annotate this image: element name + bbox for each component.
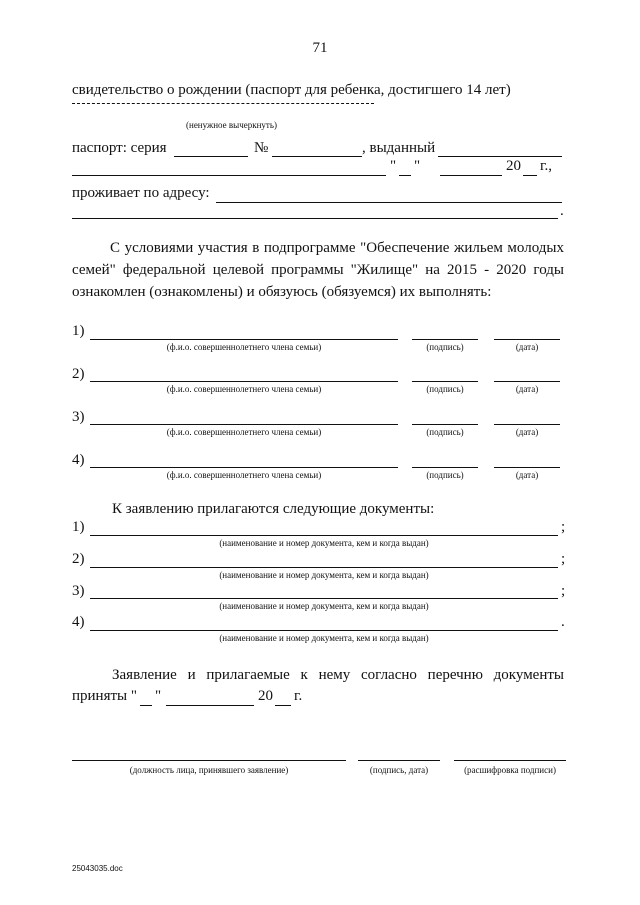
accepted-month-field[interactable]: [166, 705, 254, 706]
strike-out-note: (ненужное вычеркнуть): [186, 120, 277, 130]
conditions-paragraph: С условиями участия в подпрограмме "Обеспечение жильем молодых семей" федеральной целевой программы "Жилище" на 2015 - 2020 годы ознакомлен (ознакомлены) и обязуюсь (обязуемся) их выполнять:: [72, 240, 564, 300]
position-field[interactable]: [72, 760, 346, 761]
document-end: ;: [561, 583, 566, 599]
member-name-caption: (ф.и.о. совершеннолетнего члена семьи): [166, 384, 322, 394]
issue-month-field[interactable]: [440, 175, 502, 176]
document-caption: (наименование и номер документа, кем и когда выдан): [219, 538, 429, 548]
document-number: 1): [72, 519, 85, 535]
document-caption: (наименование и номер документа, кем и когда выдан): [219, 633, 429, 643]
issue-year-field[interactable]: [523, 175, 537, 176]
member-number: 1): [72, 323, 85, 339]
member-date-caption: (дата): [515, 384, 539, 394]
passport-series-field[interactable]: [174, 156, 248, 157]
decode-caption: (расшифровка подписи): [464, 765, 556, 775]
page-number: 71: [312, 40, 328, 56]
address-label: проживает по адресу:: [72, 185, 210, 201]
member-date-field[interactable]: [494, 424, 560, 425]
member-signature-field[interactable]: [412, 424, 478, 425]
member-date-field[interactable]: [494, 339, 560, 340]
member-date-caption: (дата): [515, 342, 539, 352]
member-name-caption: (ф.и.о. совершеннолетнего члена семьи): [166, 470, 322, 480]
address-field-2[interactable]: [72, 218, 558, 219]
passport-issued-by-field[interactable]: [438, 156, 562, 157]
accepted-year-field[interactable]: [275, 705, 291, 706]
document-end: ;: [561, 519, 566, 535]
document-caption: (наименование и номер документа, кем и когда выдан): [219, 601, 429, 611]
document-number: 4): [72, 614, 85, 630]
member-signature-caption: (подпись): [426, 427, 464, 437]
accepted-year-suffix: г.: [294, 688, 303, 704]
member-signature-caption: (подпись): [426, 470, 464, 480]
member-name-field[interactable]: [90, 339, 398, 340]
documents-heading: К заявлению прилагаются следующие документы:: [112, 501, 435, 517]
accepted-label: приняты ": [72, 688, 137, 704]
position-caption: (должность лица, принявшего заявление): [129, 765, 289, 775]
sign-date-caption: (подпись, дата): [369, 765, 429, 775]
passport-number-field[interactable]: [272, 156, 362, 157]
address-end: .: [560, 203, 564, 219]
member-name-caption: (ф.и.о. совершеннолетнего члена семьи): [166, 342, 322, 352]
birth-certificate-line: свидетельство о рождении (паспорт для ребенка, достигшего 14 лет): [72, 82, 511, 98]
birth-certificate-dashed-underline: [72, 103, 374, 104]
member-signature-caption: (подпись): [426, 342, 464, 352]
document-end: .: [561, 614, 565, 630]
passport-issued-by-field-2[interactable]: [72, 175, 386, 176]
member-name-field[interactable]: [90, 424, 398, 425]
quote-open: ": [390, 158, 397, 174]
address-field[interactable]: [216, 202, 562, 203]
member-name-field[interactable]: [90, 381, 398, 382]
document-field[interactable]: [90, 535, 558, 536]
member-signature-field[interactable]: [412, 467, 478, 468]
accepted-paragraph-line1: Заявление и прилагаемые к нему согласно перечню документы: [112, 667, 564, 683]
passport-issued-label: , выданный: [362, 140, 436, 156]
document-number: 2): [72, 551, 85, 567]
member-signature-caption: (подпись): [426, 384, 464, 394]
member-name-field[interactable]: [90, 467, 398, 468]
passport-series-label: паспорт: серия: [72, 140, 167, 156]
member-number: 3): [72, 409, 85, 425]
member-date-caption: (дата): [515, 427, 539, 437]
year-suffix: г.,: [540, 158, 552, 174]
accepted-day-field[interactable]: [140, 705, 152, 706]
document-number: 3): [72, 583, 85, 599]
accepted-year-prefix: 20: [258, 688, 273, 704]
document-end: ;: [561, 551, 566, 567]
document-field[interactable]: [90, 598, 558, 599]
year-prefix: 20: [506, 158, 521, 174]
sign-date-field[interactable]: [358, 760, 440, 761]
accepted-quote: ": [155, 688, 162, 704]
passport-number-sign: №: [254, 140, 269, 156]
decode-field[interactable]: [454, 760, 566, 761]
member-signature-field[interactable]: [412, 381, 478, 382]
document-field[interactable]: [90, 567, 558, 568]
issue-day-field[interactable]: [399, 175, 411, 176]
member-date-caption: (дата): [515, 470, 539, 480]
quote-close: ": [414, 158, 421, 174]
footer-file-name: 25043035.doc: [72, 864, 123, 873]
document-field[interactable]: [90, 630, 558, 631]
member-date-field[interactable]: [494, 467, 560, 468]
member-name-caption: (ф.и.о. совершеннолетнего члена семьи): [166, 427, 322, 437]
member-number: 2): [72, 366, 85, 382]
member-number: 4): [72, 452, 85, 468]
member-signature-field[interactable]: [412, 339, 478, 340]
member-date-field[interactable]: [494, 381, 560, 382]
document-caption: (наименование и номер документа, кем и когда выдан): [219, 570, 429, 580]
